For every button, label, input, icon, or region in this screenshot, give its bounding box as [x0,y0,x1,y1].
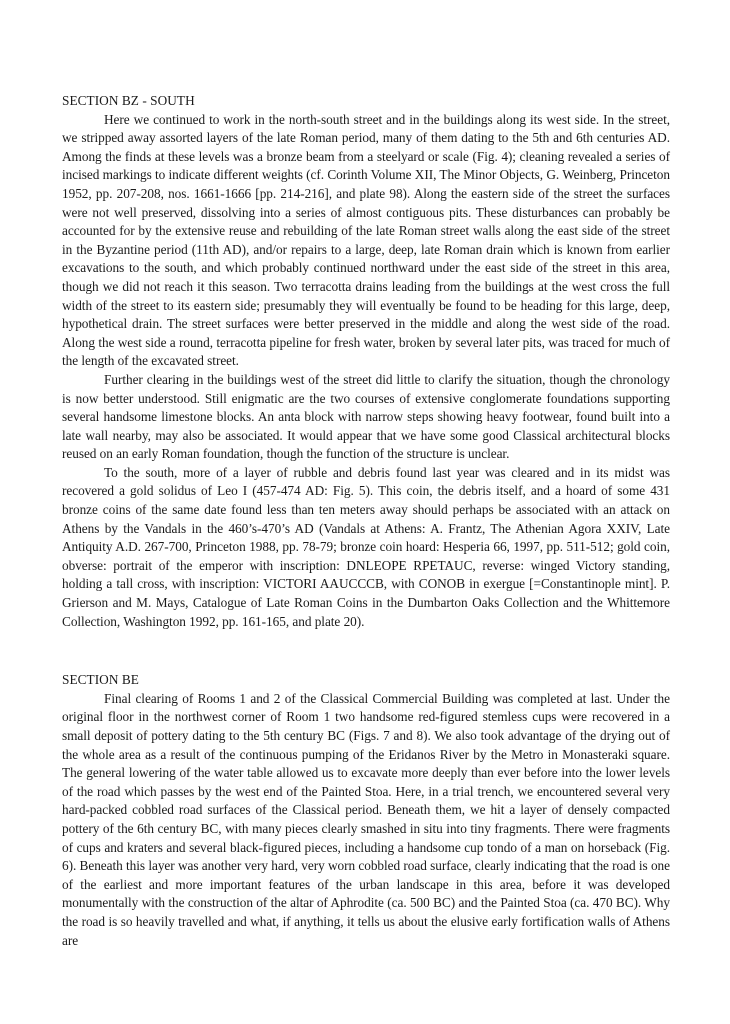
section-spacer [62,631,670,671]
paragraph: Final clearing of Rooms 1 and 2 of the Classical Commercial Building was completed at last. Under the original floor in the northwest corner of Room 1 two handsome red-figured stemless cups were recovered in a small deposit of pottery dating to the 5th century BC (Figs. 7 and 8). We also took advantage of the drying out of the whole area as a result of the continuous pumping of the Eridanos River by the Metro in Monasteraki square. The general lowering of the water table allowed us to excavate more deeply than ever before into the lower levels of the road which passes by the west end of the Painted Stoa. Here, in a trial trench, we encountered several very hard-packed cobbled road surfaces of the Classical period. Beneath them, we hit a layer of densely compacted pottery of the 6th century BC, with many pieces clearly smashed in situ into tiny fragments. There were fragments of cups and kraters and several black-figured pieces, including a handsome cup tondo of a man on horseback (Fig. 6). Beneath this layer was another very hard, very worn cobbled road surface, clearly indicating that the road is one of the earliest and more important features of the urban landscape in this area, before it was developed monumentally with the construction of the altar of Aphrodite (ca. 500 BC) and the Painted Stoa (ca. 470 BC). Why the road is so heavily travelled and what, if anything, it tells us about the elusive early fortification walls of Athens are [62,690,670,948]
section-heading: SECTION BE [62,672,139,688]
section-heading: SECTION BZ - SOUTH [62,93,195,108]
paragraph: Further clearing in the buildings west of the street did little to clarify the situation, though the chronology is now better understood. Still enigmatic are the two courses of extensive conglomerate foundations supporting several handsome limestone blocks. An anta block with narrow steps showing heavy footwear, found built into a late wall nearby, may also be associated. It would appear that we have some good Classical architectural blocks reused on an early Roman foundation, though the function of the structure is unclear. [62,371,670,462]
paragraph: To the south, more of a layer of rubble and debris found last year was cleared and in its midst was recovered a gold solidus of Leo I (457-474 AD: Fig. 5). This coin, the debris itself, and a hoard of some 431 bronze coins of the same date found less than ten meters away should perhaps be associated with an attack on Athens by the Vandals in the 460’s-470’s AD (Vandals at Athens: A. Frantz, The Athenian Agora XXIV, Late Antiquity A.D. 267-700, Princeton 1988, pp. 78-79; bronze coin hoard: Hesperia 66, 1997, pp. 511-512; gold coin, obverse: portrait of the emperor with inscription: DNLEOPE RPETAUC, reverse: winged Victory standing, holding a tall cross, with inscription: VICTORI AAUCCCB, with CONOB in exergue [=Constantinople mint]. P. Grierson and M. Mays, Catalogue of Late Roman Coins in the Dumbarton Oaks Collection and the Whittemore Collection, Washington 1992, pp. 161-165, and plate 20). [62,464,670,629]
section-be [62,671,670,950]
section-bz-south [62,92,670,631]
paragraph: Here we continued to work in the north-south street and in the buildings along its west side. In the street, we stripped away assorted layers of the late Roman period, many of them dating to the 5th and 6th centuries AD. Among the finds at these levels was a bronze beam from a steelyard or scale (Fig. 4); cleaning revealed a series of incised markings to indicate different weights (cf. Corinth Volume XII, The Minor Objects, G. Weinberg, Princeton 1952, pp. 207-208, nos. 1661-1666 [pp. 214-216], and plate 98). Along the eastern side of the street the surfaces were not well preserved, dissolving into a series of almost contiguous pits. These disturbances can probably be accounted for by the extensive reuse and rebuilding of the late Roman street walls along the east side of the street in the Byzantine period (11th AD), and/or repairs to a large, deep, late Roman drain which is known from earlier excavations to the south, and which probably continued northward under the east side of the street in this area, though we did not reach it this season. Two terracotta drains leading from the buildings at the west cross the full width of the street to its eastern side; presumably they will eventually be found to be heading for this large, deep, hypothetical drain. The street surfaces were better preserved in the middle and along the west side of the road. Along the west side a round, terracotta pipeline for fresh water, broken by several later pits, was traced for much of the length of the excavated street. [62,111,670,369]
